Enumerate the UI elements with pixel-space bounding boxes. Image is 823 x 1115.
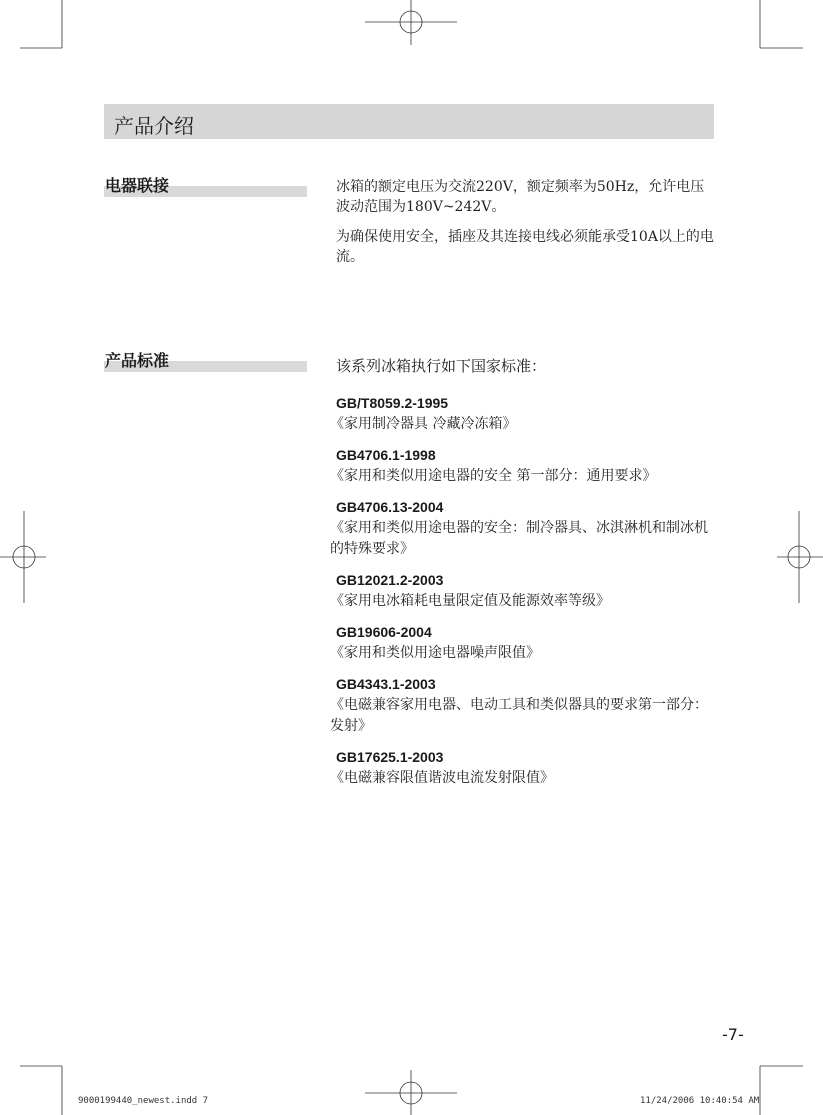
standards-intro: 该系列冰箱执行如下国家标准： — [336, 357, 547, 375]
standard-item — [330, 445, 720, 487]
standard-code: GB4343.1-2003 — [336, 676, 436, 692]
standard-name: 《家用电冰箱耗电量限定值及能源效率等级》 — [330, 593, 610, 609]
registration-mark-left — [0, 511, 46, 603]
section-label-text: 电器联接 — [105, 176, 170, 195]
standard-name: 《家用和类似用途电器的安全 第一部分：通用要求》 — [330, 468, 657, 484]
paragraph: 为确保使用安全，插座及其连接电线必须能承受10A以上的电流。 — [336, 229, 714, 265]
section-body-electrical-connection — [336, 177, 716, 277]
standard-name: 《家用和类似用途电器的安全：制冷器具、冰淇淋机和制冰机的特殊要求》 — [330, 520, 708, 557]
standards-list — [330, 393, 720, 799]
standard-item — [330, 747, 720, 789]
section-label-electrical-connection — [104, 173, 307, 197]
standard-name: 《家用制冷器具 冷藏冷冻箱》 — [330, 416, 517, 432]
section-label-product-standards — [104, 348, 307, 372]
standard-code: GB4706.13-2004 — [336, 499, 444, 515]
registration-mark-bottom — [365, 1070, 457, 1115]
standard-name: 《电磁兼容家用电器、电动工具和类似器具的要求第一部分：发射》 — [330, 697, 708, 734]
slug-filename: 9000199440_newest.indd 7 — [78, 1096, 209, 1106]
standard-code: GB/T8059.2-1995 — [336, 395, 449, 411]
page-title: 产品介绍 — [114, 114, 194, 138]
standard-name: 《家用和类似用途电器噪声限值》 — [330, 645, 540, 661]
slug-timestamp: 11/24/2006 10:40:54 AM — [640, 1096, 760, 1106]
page-number: -7- — [722, 1025, 744, 1044]
standard-item — [330, 497, 720, 560]
standard-item — [330, 674, 720, 737]
standard-item — [330, 393, 720, 435]
standard-code: GB12021.2-2003 — [336, 572, 444, 588]
standard-code: GB17625.1-2003 — [336, 749, 444, 765]
standard-item — [330, 570, 720, 612]
section-label-text: 产品标准 — [105, 351, 170, 370]
page-title-bar — [104, 104, 714, 139]
registration-mark-right — [777, 511, 823, 603]
registration-mark-top — [365, 0, 457, 45]
standard-code: GB4706.1-1998 — [336, 447, 436, 463]
standard-item — [330, 622, 720, 664]
standard-name: 《电磁兼容限值谐波电流发射限值》 — [330, 770, 554, 786]
standard-code: GB19606-2004 — [336, 624, 432, 640]
paragraph: 冰箱的额定电压为交流220V，额定频率为50Hz，允许电压波动范围为180V~242V。 — [336, 179, 705, 215]
